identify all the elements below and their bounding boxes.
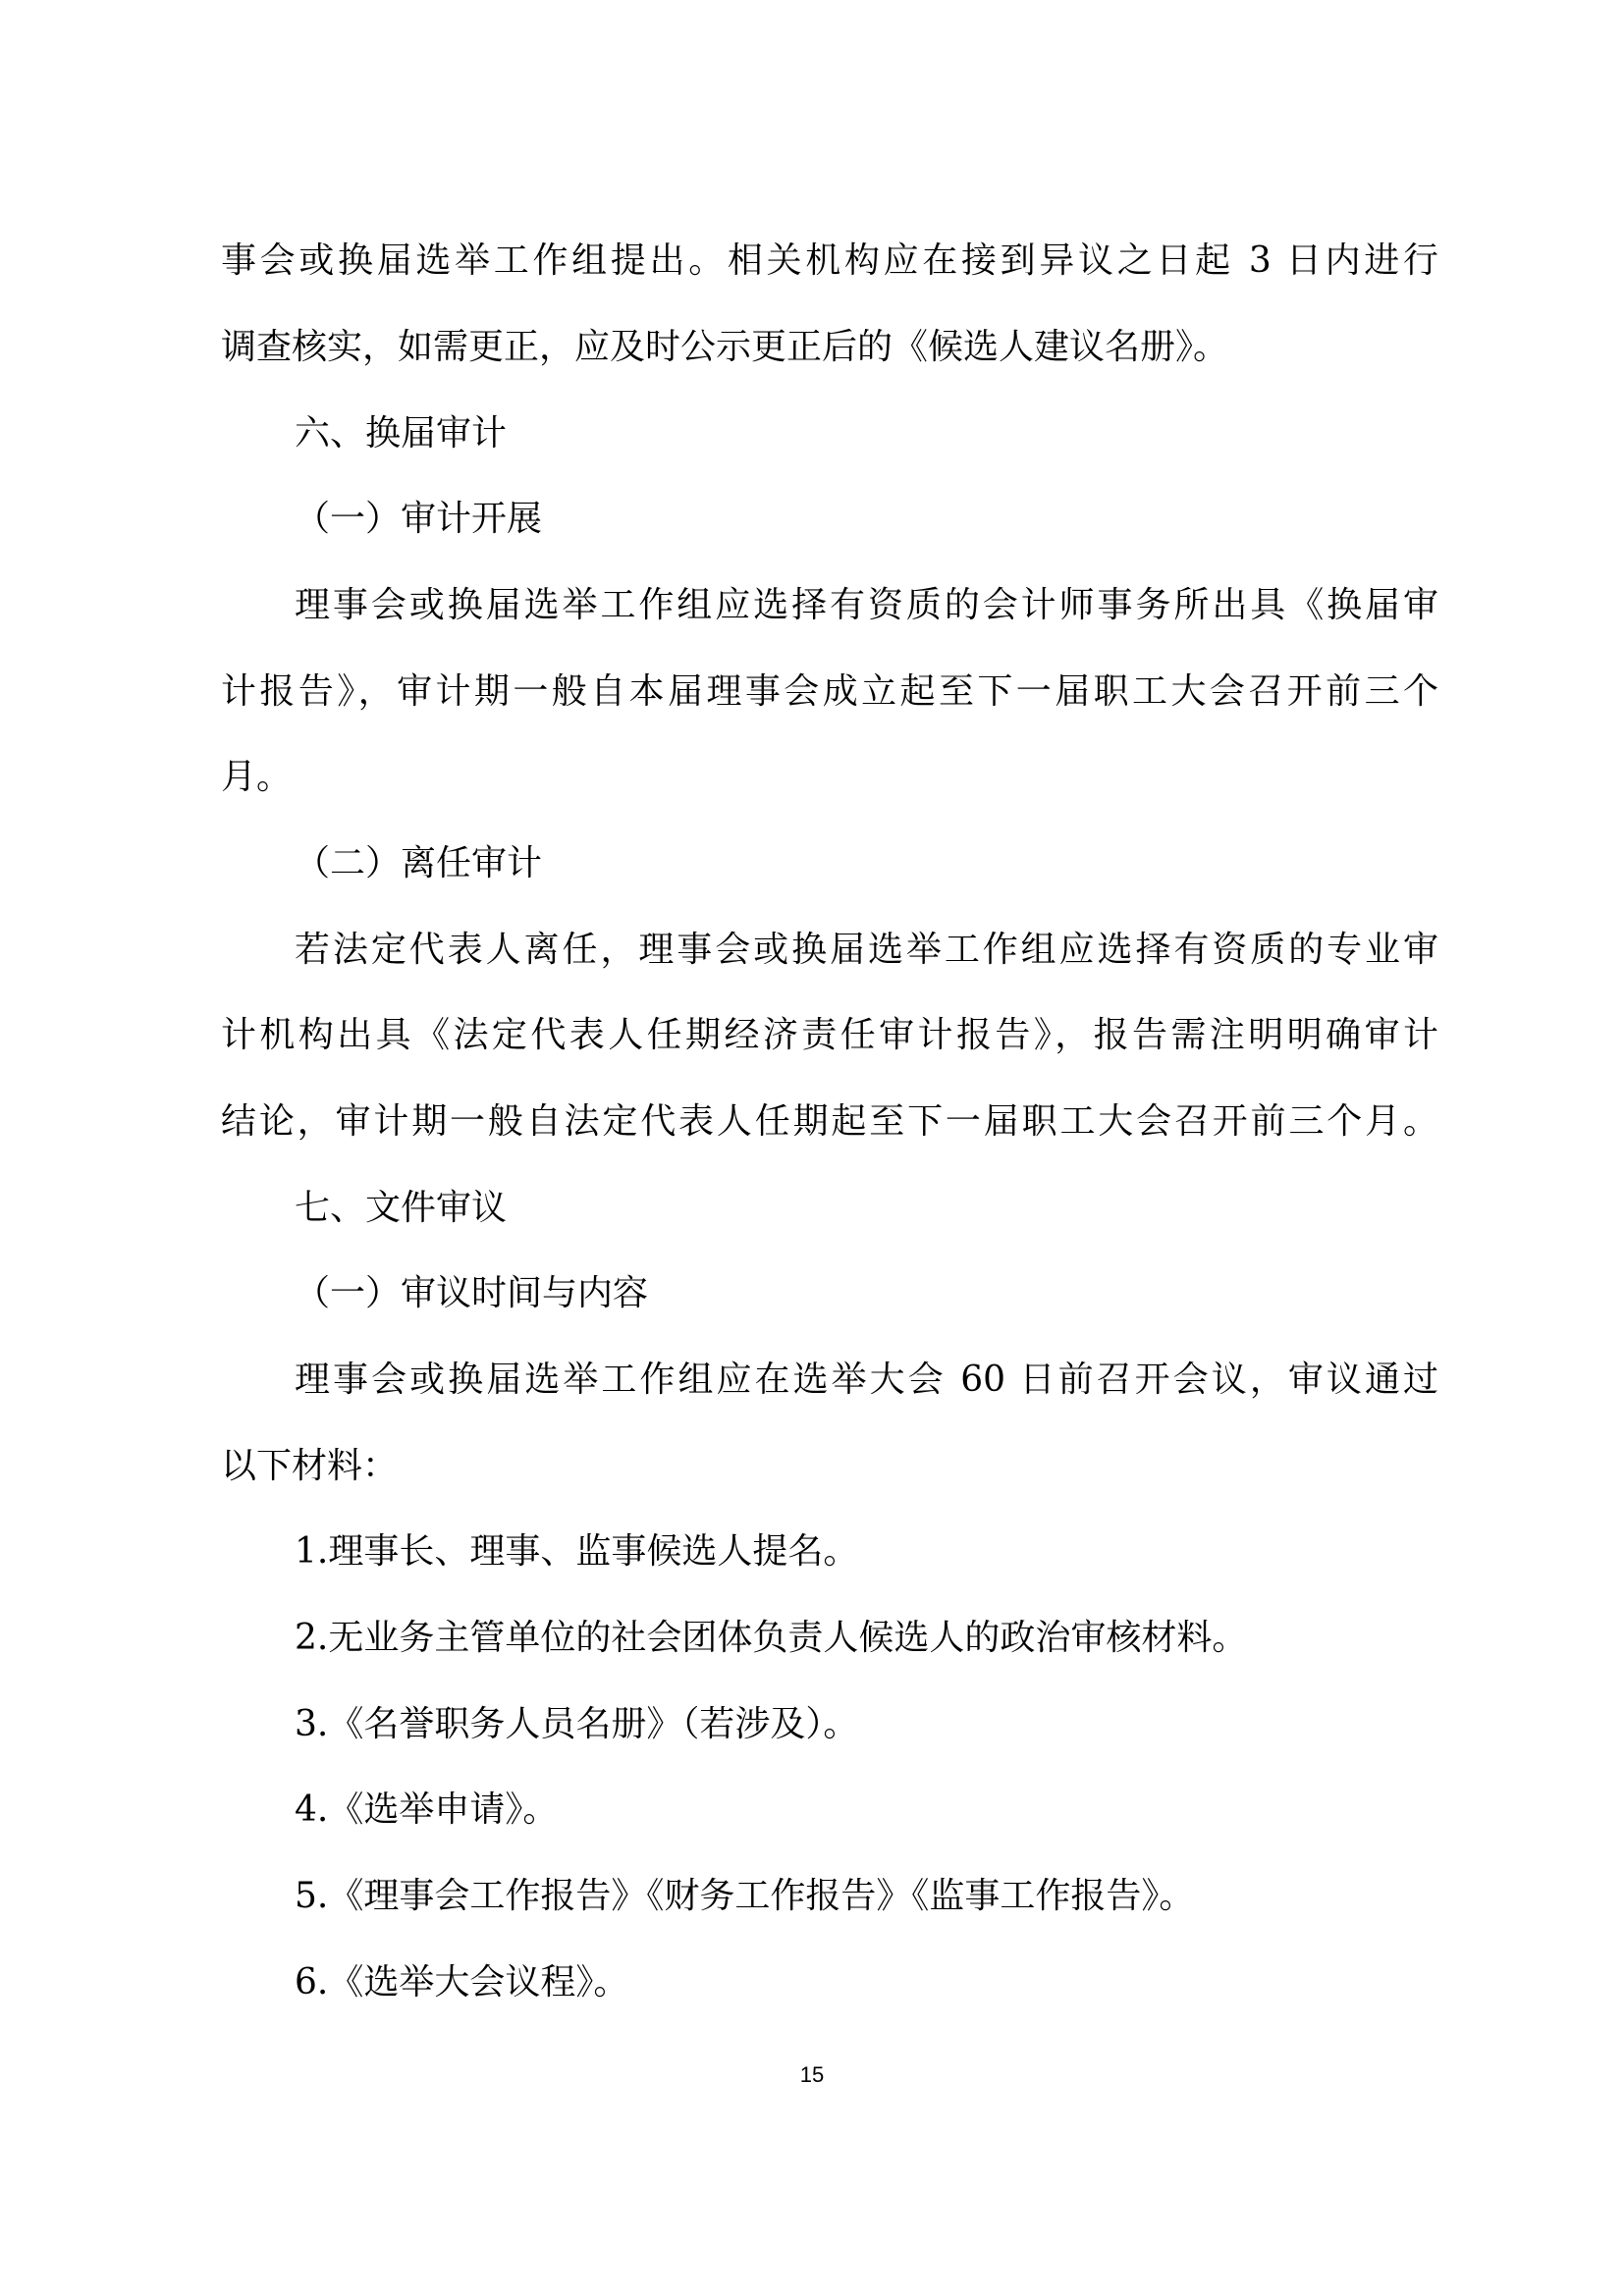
section-heading: 六、换届审计 [295,413,508,454]
body-text-line: 事会或换届选举工作组提出。相关机构应在接到异议之日起 3 日内进行 [221,240,1438,281]
list-item: 2.无业务主管单位的社会团体负责人候选人的政治审核材料。 [295,1618,1248,1658]
subsection-heading: （一）审议时间与内容 [295,1273,649,1313]
page-number: 15 [799,2062,825,2087]
body-text-line: 调查核实，如需更正，应及时公示更正后的《候选人建议名册》。 [221,327,1229,367]
body-text-line: 理事会或换届选举工作组应在选举大会 60 日前召开会议，审议通过 [295,1360,1438,1400]
body-text-line: 计报告》，审计期一般自本届理事会成立起至下一届职工大会召开前三个 [221,671,1438,712]
list-item: 4.《选举申请》。 [295,1789,559,1830]
body-text-line: 月。 [221,757,293,797]
body-text-line: 结论，审计期一般自法定代表人任期起至下一届职工大会召开前三个月。 [221,1101,1438,1142]
list-item: 1.理事长、理事、监事候选人提名。 [295,1531,859,1572]
body-text-line: 理事会或换届选举工作组应选择有资质的会计师事务所出具《换届审 [295,585,1438,625]
list-item: 6.《选举大会议程》。 [295,1962,629,2002]
body-text-line: 计机构出具《法定代表人任期经济责任审计报告》，报告需注明明确审计 [221,1015,1438,1055]
section-heading: 七、文件审议 [295,1188,508,1228]
subsection-heading: （一）审计开展 [295,499,543,539]
list-item: 5.《理事会工作报告》《财务工作报告》《监事工作报告》。 [295,1876,1195,1916]
subsection-heading: （二）离任审计 [295,843,543,883]
list-item: 3.《名誉职务人员名册》（若涉及）。 [295,1704,859,1744]
body-text-line: 以下材料： [221,1446,399,1486]
body-text-line: 若法定代表人离任，理事会或换届选举工作组应选择有资质的专业审 [295,930,1438,970]
